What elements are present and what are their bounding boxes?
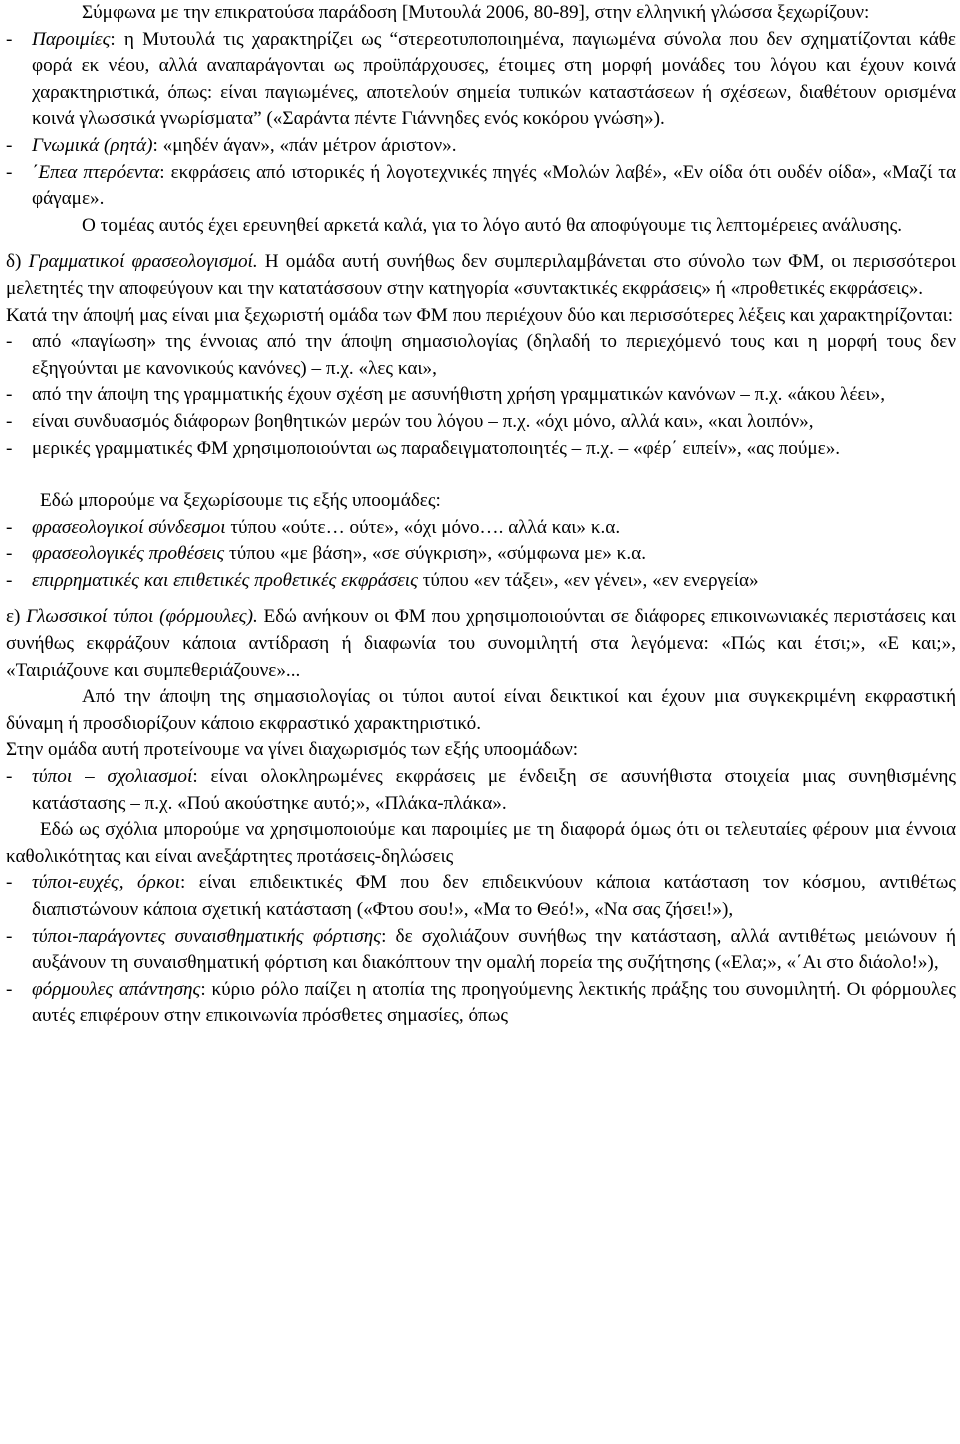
- list-dash: -: [6, 331, 13, 353]
- section-label: ε): [6, 606, 27, 628]
- list-dash: -: [6, 161, 13, 183]
- list-characteristics: [6, 329, 956, 462]
- list-item: [6, 160, 956, 213]
- list-item: [6, 924, 956, 977]
- list-text: τύπου «ούτε… ούτε», «όχι μόνο…. αλλά και» κ.α.: [225, 516, 621, 538]
- list-dash: -: [6, 28, 13, 50]
- list-item: [6, 436, 956, 463]
- list-term: επιρρηματικές και επιθετικές προθετικές εκφράσεις: [32, 569, 418, 591]
- list-term: φρασεολογικοί σύνδεσμοι: [32, 516, 226, 538]
- section-e-paragraph: [6, 604, 956, 684]
- list-term: φρασεολογικές προθέσεις: [32, 543, 225, 565]
- list-term: ΄Επεα πτερόεντα: [32, 161, 160, 183]
- section-title: Γλωσσικοί τύποι (φόρμουλες).: [26, 606, 258, 628]
- paragraph-view: Κατά την άποψή μας είναι μια ξεχωριστή ομάδα των ΦΜ που περιέχουν δύο και περισσότερες λέξεις και χαρακτηρίζονται:: [6, 304, 954, 326]
- list-text: είναι συνδυασμός διάφορων βοηθητικών μερών του λόγου – π.χ. «όχι μόνο, αλλά και», «και λοιπόν»,: [32, 410, 814, 432]
- list-text: από την άποψη της γραμματικής έχουν σχέση με ασυνήθιστη χρήση γραμματικών κανόνων – π.χ. «άκου λέει»,: [32, 384, 886, 406]
- list-text: : «μηδέν άγαν», «πάν μέτρον άριστον».: [152, 134, 457, 156]
- list-item: [6, 382, 956, 409]
- list-item: [6, 329, 956, 382]
- list-term: τύποι-ευχές, όρκοι: [32, 872, 180, 894]
- paragraph-semantics: Από την άποψη της σημασιολογίας οι τύποι αυτοί είναι δεικτικοί και έχουν μια συγκεκριμένη εκφραστική δύναμη ή προσδιορίζουν κάποιο εκφραστικό χαρακτηριστικό.: [6, 686, 956, 734]
- list-dash: -: [6, 766, 13, 788]
- list-dash: -: [6, 543, 13, 565]
- list-term: τύποι-παράγοντες συναισθηματικής φόρτισης: [32, 925, 382, 947]
- list-text: : είναι επιδεικτικές ΦΜ που δεν επιδεικνύουν κάποια κατάσταση τον κόσμου, αντιθέτως διαπιστώνουν κάποια σχετική κατάσταση («Φτου σου!», «Μα το Θεό!», «Να σας ζήσει!»),: [32, 872, 956, 920]
- list-comments: [6, 764, 956, 817]
- list-item: [6, 133, 956, 160]
- list-dash: -: [6, 516, 13, 538]
- section-title: Γραμματικοί φρασεολογισμοί.: [28, 251, 258, 273]
- list-text: : η Μυτουλά τις χαρακτηρίζει ως “στερεοτυποποιημένα, παγιωμένα σύνολα που δεν σχηματίζονται κάθε φορά εκ νέου, αλλά αναπαράγονται ως προϋπάρχουσες, έτοιμες στη μορφή μονάδες του λόγου και έχουν κοινά χαρακτηριστικά, όπως: είναι παγιωμένες, αποτελούν σημεία τυπικών καταστάσεων ή σχέσεων, διαθέτουν ορισμένα κοινά γλωσσικά γνωρίσματα” («Σαράντα πέντε Γιάννηδες ενός κοκόρου γνώση»).: [32, 28, 956, 130]
- list-set-expressions: [6, 27, 956, 213]
- list-dash: -: [6, 872, 13, 894]
- list-term: Παροιμίες: [32, 28, 111, 50]
- list-text: : κύριο ρόλο παίζει η ατοπία της προηγούμενης λεκτικής πράξης του συνομιλητή. Οι φόρμουλες αυτές επιφέρουν στην επικοινωνία πρόσθετες σημασίες, όπως: [32, 978, 956, 1027]
- list-term: τύποι – σχολιασμοί: [32, 766, 193, 788]
- list-text: τύπου «με βάση», «σε σύγκριση», «σύμφωνα με» κ.α.: [224, 543, 646, 565]
- paragraph-proposal: Στην ομάδα αυτή προτείνουμε να γίνει διαχωρισμός των εξής υποομάδων:: [6, 739, 579, 761]
- list-dash: -: [6, 410, 13, 432]
- list-dash: -: [6, 569, 13, 591]
- paragraph-note: Ο τομέας αυτός έχει ερευνηθεί αρκετά καλά, για το λόγο αυτό θα αποφύγουμε τις λεπτομέρειες ανάλυσης.: [82, 214, 903, 236]
- list-term: φόρμουλες απάντησης: [32, 978, 201, 1000]
- list-dash: -: [6, 437, 13, 459]
- list-text: από «παγίωση» της έννοιας από την άποψη σημασιολογίας (δηλαδή το περιεχόμενό τους και η μορφή τους δεν εξηγούνται με κανονικούς κανόνες) – π.χ. «λες και»,: [32, 331, 956, 379]
- list-item: [6, 409, 956, 436]
- paragraph-proverbs: Εδώ ως σχόλια μπορούμε να χρησιμοποιούμε και παροιμίες με τη διαφορά όμως ότι οι τελευταίες φέρουν μια έννοια καθολικότητας και είναι ανεξάρτητες προτάσεις-δηλώσεις: [6, 819, 956, 867]
- section-text: Εδώ ανήκουν οι ΦΜ που χρησιμοποιούνται σε διάφορες επικοινωνιακές περιστάσεις και συνήθως εκφράζουν κάποια αντίδραση ή διαφωνία του συνομιλητή στα λεγόμενα: «Πώς και έτσι;», «Ε και;», «Ταιριάζουνε και συμπεθεριάζουνε»...: [6, 606, 956, 681]
- list-item: [6, 541, 956, 568]
- paragraph-subgroups: Εδώ μπορούμε να ξεχωρίσουμε τις εξής υποομάδες:: [40, 490, 441, 512]
- list-item: [6, 515, 956, 542]
- list-subgroups: [6, 515, 956, 595]
- section-d-paragraph: [6, 249, 956, 302]
- list-text: : εκφράσεις από ιστορικές ή λογοτεχνικές πηγές «Μολών λαβέ», «Εν οίδα ότι ουδέν οίδα», «Μαζί τα φάγαμε».: [32, 161, 956, 210]
- list-formulas: [6, 870, 956, 1030]
- list-item: [6, 870, 956, 923]
- paragraph-intro: Σύμφωνα με την επικρατούσα παράδοση [Μυτουλά 2006, 80-89], στην ελληνική γλώσσα ξεχωρίζουν:: [82, 2, 870, 23]
- list-dash: -: [6, 384, 13, 406]
- list-term: Γνωμικά (ρητά): [32, 134, 153, 156]
- section-label: δ): [6, 251, 29, 273]
- list-item: [6, 568, 956, 595]
- list-item: [6, 764, 956, 817]
- list-text: μερικές γραμματικές ΦΜ χρησιμοποιούνται ως παραδειγματοποιητές – π.χ. – «φέρ΄ ειπείν», «ας πούμε».: [32, 437, 841, 459]
- list-item: [6, 27, 956, 133]
- list-dash: -: [6, 925, 13, 947]
- list-text: : δε σχολιάζουν συνήθως την κατάσταση, αλλά αντιθέτως μειώνουν ή αυξάνουν τη συναισθηματική φόρτιση και διακόπτουν την ομαλή πορεία της συζήτησης («Ελα;», «΄Αι στο διάολο!»),: [32, 925, 956, 974]
- list-text: τύπου «εν τάξει», «εν γένει», «εν ενεργεία»: [417, 569, 759, 591]
- list-dash: -: [6, 978, 13, 1000]
- section-text: Η ομάδα αυτή συνήθως δεν συμπεριλαμβάνεται στο σύνολο των ΦΜ, οι περισσότεροι μελετητές την αποφεύγουν και την κατατάσσουν στην κατηγορία «συντακτικές εκφράσεις» ή «προθετικές εκφράσεις».: [6, 251, 956, 299]
- list-dash: -: [6, 134, 13, 156]
- list-text: : είναι ολοκληρωμένες εκφράσεις με ένδειξη σε ασυνήθιστα στοιχεία μιας συνηθισμένης κατάστασης – π.χ. «Πού ακούστηκε αυτό;», «Πλάκα-πλάκα».: [32, 766, 957, 814]
- list-item: [6, 977, 956, 1030]
